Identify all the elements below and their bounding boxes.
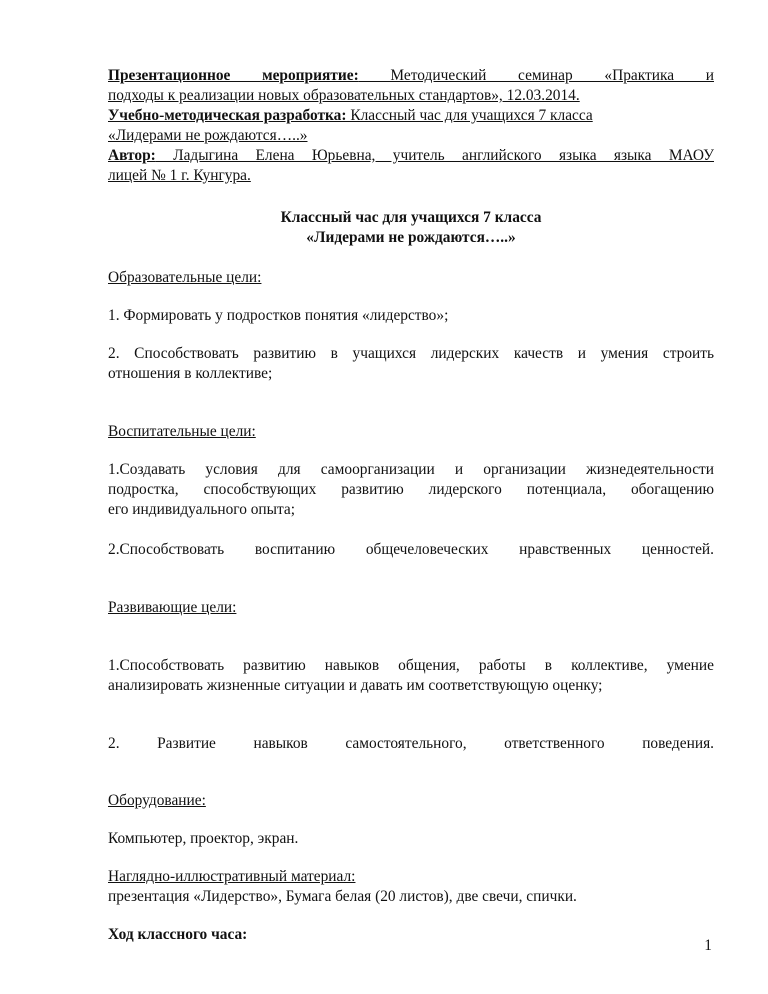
page-title-line-1: Классный час для учащихся 7 класса: [280, 209, 542, 226]
author-line-1: [108, 146, 714, 166]
upbringing-item-1-line-2: подростка, способствующих развитию лидерского потенциала, обогащению: [108, 481, 714, 498]
visual-text: презентация «Лидерство», Бумага белая (20 листов), две свечи, спички.: [108, 888, 577, 905]
event-label: Презентационное мероприятие:: [108, 67, 359, 84]
upbringing-heading: Воспитательные цели:: [108, 423, 256, 440]
progress-heading: Ход классного часа:: [108, 926, 248, 943]
educational-item-2-line-1: 2. Способствовать развитию в учащихся лидерских качеств и умения строить: [108, 345, 714, 362]
page-title-line-2: «Лидерами не рождаются…..»: [306, 229, 516, 246]
document-page: [108, 66, 714, 945]
author-line-2: [108, 166, 714, 186]
author-label: Автор:: [108, 147, 156, 164]
equipment-text: Компьютер, проектор, экран.: [108, 830, 299, 847]
dev-line-2: [108, 126, 714, 146]
dev-text-2: «Лидерами не рождаются…..»: [108, 127, 308, 144]
dev-text: Классный час для учащихся 7 класса: [346, 107, 593, 124]
upbringing-item-1-line-3: его индивидуального опыта;: [108, 501, 296, 518]
visual-heading: Наглядно-иллюстративный материал:: [108, 868, 356, 885]
event-text: Методический семинар «Практика и: [358, 67, 714, 84]
page-number: 1: [704, 937, 712, 954]
equipment-heading: Оборудование:: [108, 792, 206, 809]
educational-heading: Образовательные цели:: [108, 269, 262, 286]
dev-line-1: [108, 106, 714, 126]
dev-label: Учебно-методическая разработка:: [108, 107, 347, 124]
upbringing-item-2: 2.Способствовать воспитанию общечеловеческих нравственных ценностей.: [108, 541, 714, 558]
developing-item-2: 2. Развитие навыков самостоятельного, ответственного поведения.: [108, 735, 714, 752]
author-text: Ладыгина Елена Юрьевна, учитель английского языка языка МАОУ: [155, 147, 714, 164]
author-text-2: лицей № 1 г. Кунгура.: [108, 167, 251, 184]
developing-item-1-line-1: 1.Способствовать развитию навыков общения, работы в коллективе, умение: [108, 657, 714, 674]
upbringing-item-1-line-1: 1.Создавать условия для самоорганизации и организации жизнедеятельности: [108, 461, 714, 478]
event-line-2: [108, 86, 714, 106]
developing-item-1-line-2: анализировать жизненные ситуации и давать им соответствующую оценку;: [108, 677, 603, 694]
event-text-2: подходы к реализации новых образовательных стандартов», 12.03.2014.: [108, 87, 580, 104]
developing-heading: Развивающие цели:: [108, 599, 237, 616]
educational-item-2-line-2: отношения в коллективе;: [108, 365, 273, 382]
event-line-1: [108, 66, 714, 86]
educational-item-1: 1. Формировать у подростков понятия «лидерство»;: [108, 307, 449, 324]
